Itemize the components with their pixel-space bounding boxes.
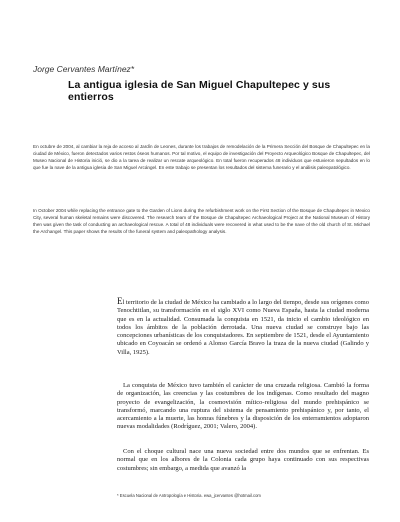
abstract-spanish: En octubre de 2004, al cambiar la reja de acceso al Jardín de Leones, durante los trabajos de remodelación de la Primera Sección del Bosque de Chapultepec en la ciudad de México, fueron detectados varios restos óseos humanos. Por tal motivo, el equipo de investigación del Proyecto Arqueológico Bosque de Chapultepec, del Museo Nacional de Historia inició, se dio a la tarea de realizar un rescate arqueológico. En total fueron recuperados 48 individuos que estuvieron sepultados en lo que fue la nave de la antigua iglesia de San Miguel Arcángel. En este trabajo se presentan los resultados del sistema funerario y el análisis paleopatológico. xyxy=(33,144,370,170)
drop-cap: E xyxy=(117,296,123,306)
abstract-english: In October 2004 while replacing the entrance gate to the Garden of Lions during the refurbishment work on the First Section of the Bosque de Chapultepec in Mexico City, several human skeletal remains were discovered. The research team of the Bosque de Chapultepec Archaeological Project at the National Museum of History then was given the task of conducting an archaeological rescue. A total of 48 individuals were recovered in what used to be the nave of the old church of St. Michael the Archangel. This paper shows the results of the funeral system and paleopathology analysis. xyxy=(33,208,370,234)
body-paragraph-2: La conquista de México tuvo también el carácter de una cruzada religiosa. Cambió la forma de organización, las creencias y las costumbres de los indígenas. Como resultado del magno proyecto de evangelización, la cosmovisión mítico-religiosa del mundo prehispánico se transformó, marcando una ruptura del sistema de pensamiento prehispánico y, por tanto, el acercamiento a la muerte, las honras fúnebres y la disposición de los enterramientos adoptaron nuevas modalidades (Rodríguez, 2001; Valero, 2004). xyxy=(117,382,369,431)
author-footnote: * Escuela Nacional de Antropología e Historia. ewa_jcervantes @hotmail.com xyxy=(117,493,261,498)
author-name: Jorge Cervantes Martínez* xyxy=(33,64,135,74)
body-paragraph-1 xyxy=(117,298,369,357)
body-paragraph-3: Con el choque cultural nace una nueva sociedad entre dos mundos que se enfrentan. Es normal que en los albores de la Colonia cada grupo haya continuado con sus respectivas costumbres; sin embargo, a medida que avanzó la xyxy=(117,448,369,472)
article-title: La antigua iglesia de San Miguel Chapultepec y sus entierros xyxy=(68,79,331,103)
body-paragraph-1-text: l territorio de la ciudad de México ha cambiado a lo largo del tiempo, desde sus orígenes como Tenochtitlan, su transformación en el siglo XVI como Nueva España, hasta la ciudad moderna que es en la actualidad. Consumada la conquista en 1521, da inicio el cambio ideológico en todos los ámbitos de la población derrotada. Una nueva ciudad se construye bajo las concepciones urbanísticas de los conquistadores. En septiembre de 1521, desde el Ayuntamiento ubicado en Coyoacán se ordenó a Alonso García Bravo la traza de la nueva ciudad (Galindo y Villa, 1925). xyxy=(117,299,369,356)
